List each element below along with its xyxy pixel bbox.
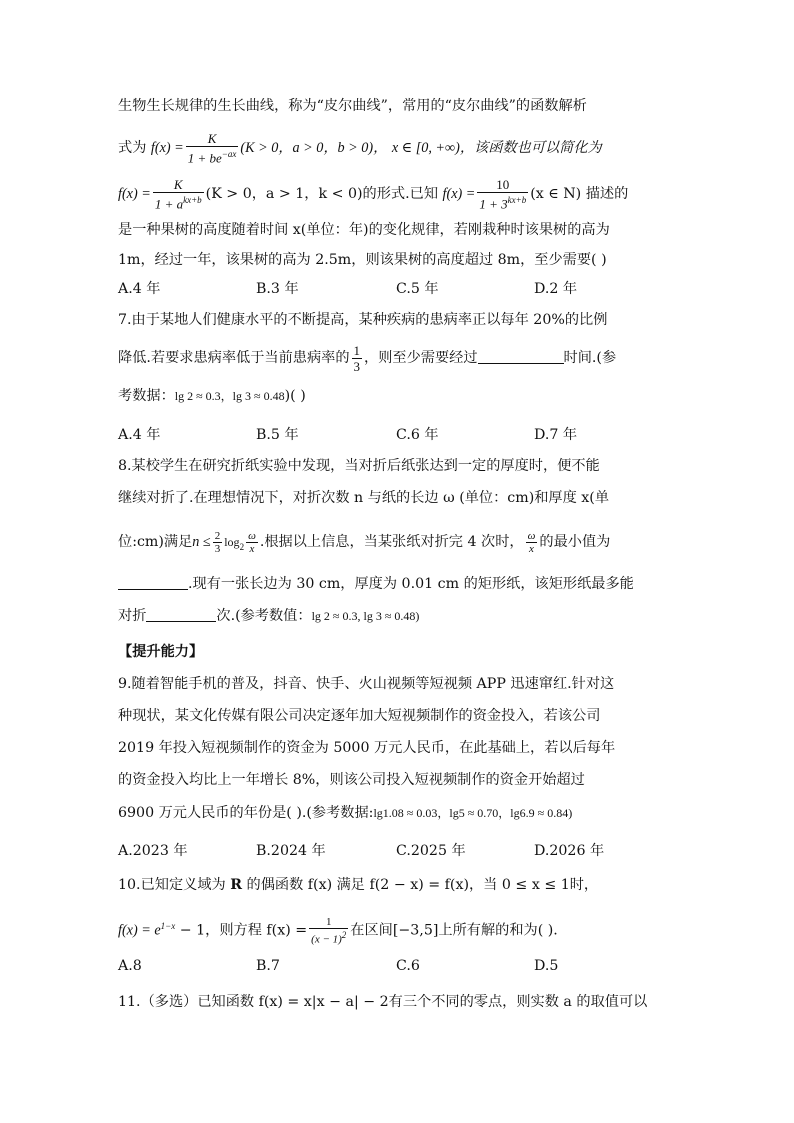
q6-text-line-2 xyxy=(118,128,602,168)
q6-text-line-4 xyxy=(118,220,610,240)
inequality: n ≤ xyxy=(192,534,211,550)
option-a[interactable]: A.4 年 xyxy=(118,281,161,297)
text: 在区间[−3,5]上所有解的和为( ). xyxy=(350,922,558,939)
text: 的偶函数 f(x) 满足 f(2 − x) = f(x)，当 0 ≤ x ≤ 1时， xyxy=(246,877,599,893)
option-d[interactable]: D.7 年 xyxy=(534,427,578,443)
simplified-fraction xyxy=(153,177,204,211)
text: 时间.(参 xyxy=(563,350,617,366)
q9-text-line-5 xyxy=(118,803,572,823)
text: (x ∈ N) 描述的 xyxy=(530,186,629,202)
fraction-denominator: (x − 1) xyxy=(311,933,342,946)
fraction-numerator: K xyxy=(207,130,217,146)
q7-text-line-1 xyxy=(118,310,607,330)
option-a[interactable]: A.8 xyxy=(118,958,142,974)
fraction-denominator: 1 + a xyxy=(154,196,184,212)
q9-text-line-2 xyxy=(118,706,600,726)
option-b[interactable]: B.2024 年 xyxy=(256,843,326,859)
q8-text-line-1 xyxy=(118,456,600,476)
answer-blank[interactable] xyxy=(478,349,564,364)
pearl-curve-fraction xyxy=(186,131,239,165)
text: 次.(参考数值： xyxy=(216,608,312,624)
fraction-denominator: 3 xyxy=(353,358,361,374)
q9-text-line-3 xyxy=(118,738,615,758)
q10-text-line-1 xyxy=(118,875,598,895)
q10-text-line-2 xyxy=(118,906,558,946)
fraction-numerator: 1 xyxy=(353,342,361,358)
text: − 1，则方程 f(x) = xyxy=(175,922,308,939)
omega-over-x-fraction xyxy=(246,530,258,555)
text: 考数据： xyxy=(118,388,175,404)
option-b[interactable]: B.5 年 xyxy=(256,427,299,443)
q8-text-line-5 xyxy=(118,606,419,626)
fraction-denominator: x xyxy=(526,542,538,555)
text: 种现状，某文化传媒有限公司决定逐年加大短视频制作的资金投入，若该公司 xyxy=(118,708,601,724)
option-b[interactable]: B.7 xyxy=(256,958,280,974)
fraction-denominator: x xyxy=(246,542,258,555)
q10-options xyxy=(118,956,678,976)
q11-text-line-1 xyxy=(118,992,647,1012)
text: (K > 0，a > 1，k < 0)的形式.已知 xyxy=(205,186,439,202)
q8-text-line-4 xyxy=(118,574,634,594)
reference-data: lg1.08 ≈ 0.03，lg5 ≈ 0.70，lg6.9 ≈ 0.84) xyxy=(373,806,573,820)
log-base: 2 xyxy=(239,541,245,552)
reciprocal-square-fraction xyxy=(309,916,348,946)
option-d[interactable]: D.5 xyxy=(534,958,559,974)
text: 1m，经过一年，该果树的高为 2.5m，则该果树的高度超过 8m，至少需要( ) xyxy=(118,252,607,268)
q7-text-line-3 xyxy=(118,386,306,406)
text: 对折 xyxy=(118,608,147,624)
text: 10.已知定义域为 xyxy=(118,877,226,893)
fraction-denominator: 3 xyxy=(214,542,221,555)
fraction-numerator: 2 xyxy=(214,529,221,542)
q6-text-line-5 xyxy=(118,250,607,270)
fraction-numerator: 10 xyxy=(496,176,510,192)
answer-blank[interactable] xyxy=(118,575,188,590)
option-c[interactable]: C.2025 年 xyxy=(396,843,466,859)
text: 式为 xyxy=(118,140,147,156)
exponent: 2 xyxy=(341,929,347,940)
answer-blank[interactable] xyxy=(146,607,216,622)
two-thirds-fraction xyxy=(213,530,223,555)
fraction-numerator: 1 xyxy=(325,915,332,928)
option-a[interactable]: A.4 年 xyxy=(118,427,161,443)
given-fraction xyxy=(477,177,528,211)
option-c[interactable]: C.6 年 xyxy=(396,427,439,443)
q7-text-line-2 xyxy=(118,338,616,378)
section-heading xyxy=(118,642,203,662)
option-c[interactable]: C.5 年 xyxy=(396,281,439,297)
exponent: kx+b xyxy=(507,194,527,205)
log-operator: log xyxy=(224,535,240,549)
text: 11.（多选）已知函数 f(x) = x|x − a| − 2有三个不同的零点，则实数 a 的取值可以 xyxy=(118,994,648,1010)
omega-over-x-fraction xyxy=(526,530,538,555)
fraction-denominator: 1 + 3 xyxy=(479,196,508,212)
formula-lhs: f(x) = xyxy=(150,140,184,156)
text: 位:cm)满足 xyxy=(118,534,193,550)
text: .现有一张长边为 30 cm，厚度为 0.01 cm 的矩形纸，该矩形纸最多能 xyxy=(188,576,634,592)
fraction-numerator: ω xyxy=(527,529,536,542)
text: .根据以上信息，当某张纸对折完 4 次时， xyxy=(259,534,524,550)
formula: f(x) = e xyxy=(118,922,161,939)
q7-options xyxy=(118,425,678,445)
text: 的最小值为 xyxy=(539,534,611,550)
option-b[interactable]: B.3 年 xyxy=(256,281,299,297)
exponent: 1−x xyxy=(160,921,176,931)
fraction-numerator: ω xyxy=(248,529,256,542)
exponent: −ax xyxy=(221,148,237,159)
q8-text-line-3 xyxy=(118,522,610,562)
formula-lhs: f(x) = xyxy=(442,186,476,202)
text: 生物生长规律的生长曲线，称为“皮尔曲线”，常用的“皮尔曲线”的函数解析 xyxy=(118,98,587,114)
text: 降低.若要求患病率低于当前患病率的 xyxy=(118,350,350,366)
q9-text-line-1 xyxy=(118,674,614,694)
text: 2019 年投入短视频制作的资金为 5000 万元人民币，在此基础上，若以后每年 xyxy=(118,740,616,756)
text: 9.随着智能手机的普及，抖音、快手、火山视频等短视频 APP 迅速窜红.针对这 xyxy=(118,676,615,692)
formula-lhs: f(x) = xyxy=(118,186,151,202)
q9-text-line-4 xyxy=(118,770,585,790)
text: 的资金投入均比上一年增长 8%，则该公司投入短视频制作的资金开始超过 xyxy=(118,772,585,788)
reference-data: lg 2 ≈ 0.3，lg 3 ≈ 0.48 xyxy=(174,389,285,403)
text: x ∈ [0, +∞)，该函数也可以简化为 xyxy=(391,140,602,156)
option-d[interactable]: D.2026 年 xyxy=(534,843,605,859)
one-third-fraction xyxy=(352,343,363,374)
reference-data: lg 2 ≈ 0.3, lg 3 ≈ 0.48) xyxy=(311,609,420,623)
q6-options xyxy=(118,279,678,299)
text: 是一种果树的高度随着时间 x(单位：年)的变化规律，若刚栽种时该果树的高为 xyxy=(118,222,610,238)
q9-options xyxy=(118,841,678,861)
text: 继续对折了.在理想情况下，对折次数 n 与纸的长边 ω (单位：cm)和厚度 x(单 xyxy=(118,490,610,506)
text: )( ) xyxy=(284,388,306,404)
text: 6900 万元人民币的年份是( ).(参考数据: xyxy=(118,805,374,821)
text: 7.由于某地人们健康水平的不断提高，某种疾病的患病率正以每年 20%的比例 xyxy=(118,312,608,328)
fraction-numerator: K xyxy=(173,176,183,192)
exponent: kx+b xyxy=(183,194,202,205)
text: 8.某校学生在研究折纸实验中发现，当对折后纸张达到一定的厚度时，便不能 xyxy=(118,458,600,474)
real-numbers-symbol: R xyxy=(230,877,243,893)
q6-text-line-1 xyxy=(118,96,587,116)
formula-conditions: (K > 0，a > 0，b > 0)， xyxy=(240,140,388,156)
q8-text-line-2 xyxy=(118,488,609,508)
option-c[interactable]: C.6 xyxy=(396,958,420,974)
fraction-denominator: 1 + be xyxy=(187,150,222,166)
text: ，则至少需要经过 xyxy=(364,350,478,366)
section-title: 【提升能力】 xyxy=(118,644,204,660)
option-d[interactable]: D.2 年 xyxy=(534,281,578,297)
q6-text-line-3 xyxy=(118,174,628,214)
option-a[interactable]: A.2023 年 xyxy=(118,843,188,859)
